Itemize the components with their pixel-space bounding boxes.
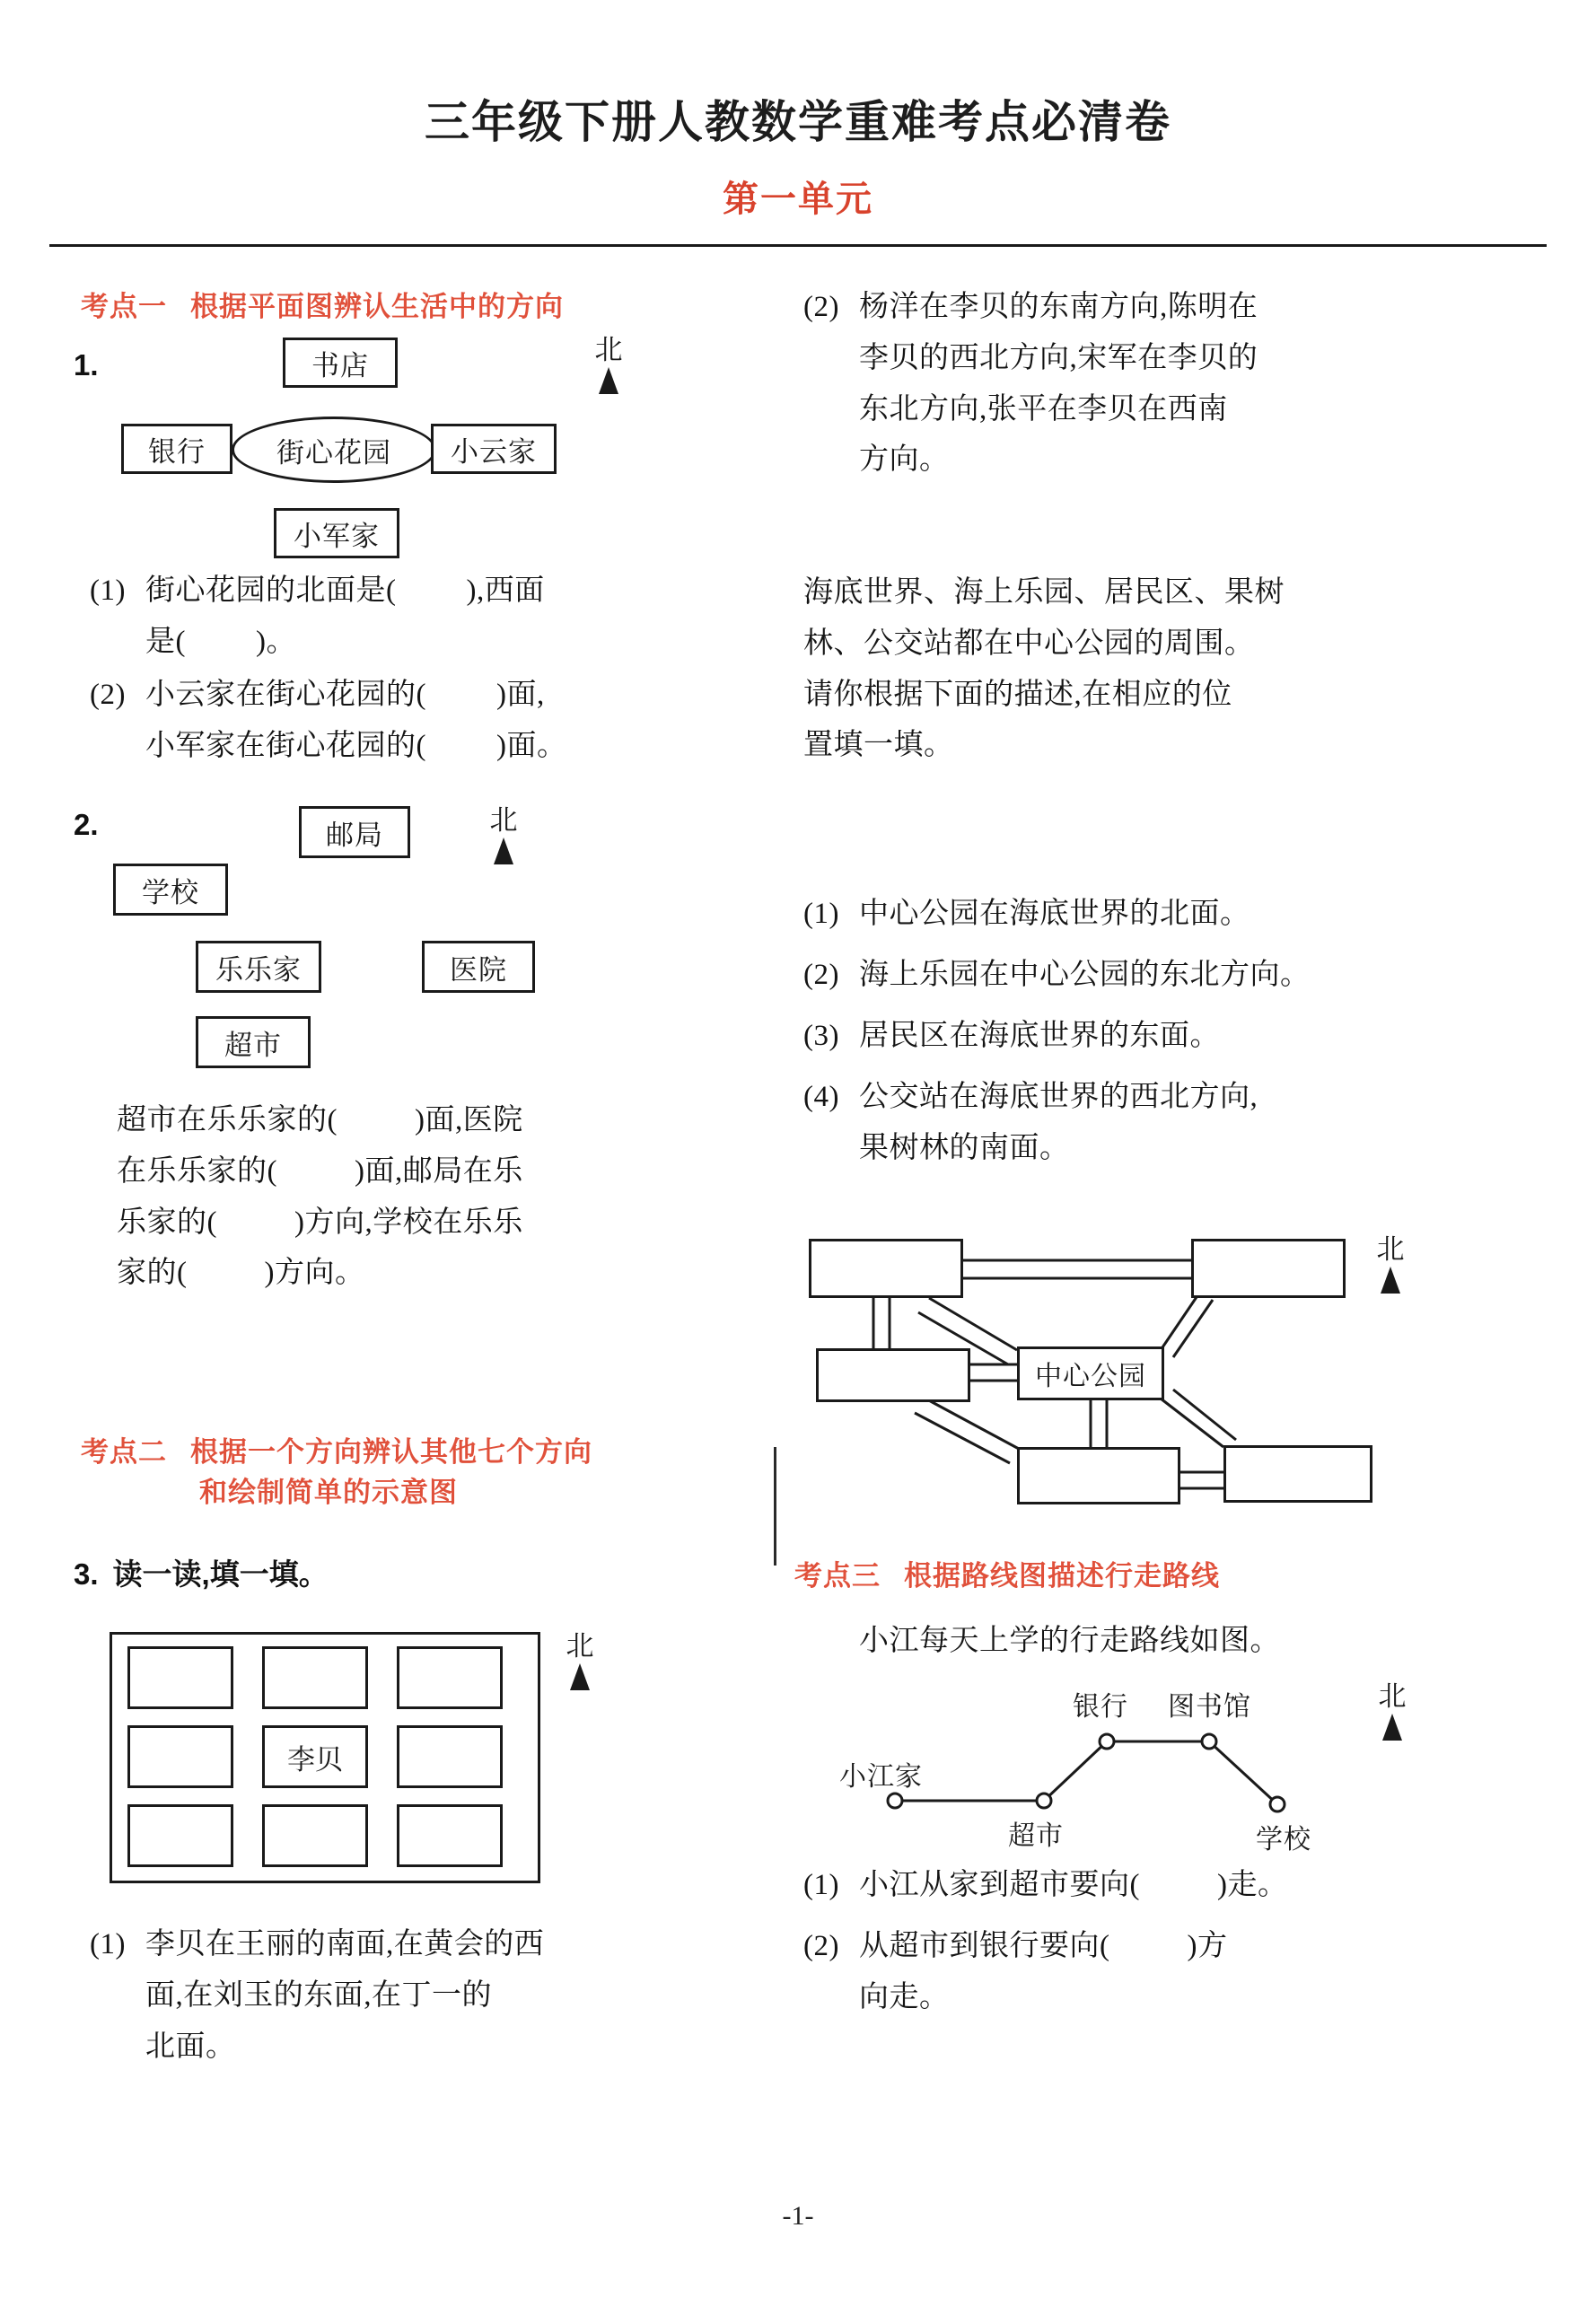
kaodian-three-label: 考点三 <box>794 1560 881 1592</box>
item-text-b: )面, <box>496 679 545 711</box>
item-text-2: 果树林的南面。 <box>859 1131 1070 1164</box>
item-text-d: )。 <box>256 625 296 658</box>
question-4-item-4 <box>803 1072 1568 1174</box>
q2-text-4a: 家的( <box>117 1257 188 1290</box>
diagram2-compass <box>480 806 527 864</box>
kaodian-two-heading <box>81 1433 781 1513</box>
compass-north-label: 北 <box>1376 1233 1405 1265</box>
q2-text-3a: 乐家的( <box>117 1206 217 1239</box>
item-text-d: )面。 <box>496 729 567 762</box>
page-footer: -1- <box>782 2201 814 2231</box>
q2-text-2b: )面,邮局在乐 <box>355 1154 523 1188</box>
grid-cell-r1c2[interactable] <box>262 1646 368 1709</box>
kaodian-one-heading <box>81 287 564 328</box>
park-map-box-w[interactable] <box>816 1348 970 1402</box>
question-1-item-2 <box>90 670 828 772</box>
question-3-title: 读一读,填一填。 <box>112 1557 329 1591</box>
item-line-3: 东北方向,张平在李贝在西南 <box>859 392 1228 425</box>
item-text: 海上乐园在中心公园的东北方向。 <box>859 959 1311 991</box>
question-5-route-diagram <box>803 1680 1513 1860</box>
grid-cell-r1c1[interactable] <box>127 1646 233 1709</box>
question-5-item-2 <box>803 1921 1568 2023</box>
question-4-park-map <box>803 1223 1513 1519</box>
item-lead: (1) <box>90 1928 126 1960</box>
item-line-2: 面,在刘玉的东面,在丁一的 <box>145 1978 492 2012</box>
grid-cell-r2c1[interactable] <box>127 1725 233 1788</box>
compass-north-label: 北 <box>1378 1680 1407 1712</box>
q2-text-4b: )方向。 <box>264 1257 365 1290</box>
kaodian-one-label: 考点一 <box>81 291 167 322</box>
diagram1-node-xiaojun-home: 小军家 <box>274 508 399 558</box>
page-title: 三年级下册人教数学重难考点必清卷 <box>425 97 1171 147</box>
kaodian-three-text: 根据路线图描述行走路线 <box>904 1560 1220 1592</box>
kaodian-two-text-line2: 和绘制简单的示意图 <box>199 1476 458 1508</box>
question-3-diagram <box>72 1632 781 1901</box>
diagram3-compass <box>557 1632 603 1690</box>
diagram1-node-park: 街心花园 <box>232 417 436 483</box>
grid-cell-r1c3[interactable] <box>397 1646 503 1709</box>
compass-north-label: 北 <box>566 1630 594 1662</box>
diagram2-node-school: 学校 <box>113 864 228 916</box>
park-map-box-ne[interactable] <box>1191 1239 1346 1298</box>
question-2-diagram <box>72 799 781 1068</box>
item-lead: (1) <box>803 898 839 930</box>
question-3-number: 3. <box>74 1557 99 1591</box>
kaodian-three-heading <box>794 1557 1513 1597</box>
intro-line-3: 请你根据下面的描述,在相应的位 <box>803 678 1232 711</box>
diagram2-node-post-office: 邮局 <box>299 806 410 858</box>
item-lead: (4) <box>803 1081 839 1113</box>
question-1-diagram <box>72 334 781 562</box>
item-line-1: 李贝在王丽的南面,在黄会的西 <box>145 1928 545 1960</box>
question-4-item-3 <box>803 1011 1568 1062</box>
question-4-intro <box>803 567 1513 771</box>
item-lead: (2) <box>803 291 839 323</box>
item-text-b: ),西面 <box>466 574 545 607</box>
item-line-3: 北面。 <box>145 2030 236 2063</box>
grid-cell-r3c1[interactable] <box>127 1804 233 1867</box>
item-text: 公交站在海底世界的西北方向, <box>859 1081 1258 1113</box>
item-text-c: 小军家在街心花园的( <box>145 729 426 762</box>
item-line-4: 方向。 <box>859 443 950 477</box>
grid-cell-r2c3[interactable] <box>397 1725 503 1788</box>
item-lead: (1) <box>90 574 126 607</box>
question-3-heading <box>74 1551 329 1593</box>
unit-subtitle: 第一单元 <box>723 180 873 219</box>
kaodian-two-text: 根据一个方向辨认其他七个方向 <box>190 1436 592 1468</box>
item-text-a: 小江从家到超市要向( <box>859 1869 1140 1901</box>
item-lead: (1) <box>803 1869 839 1901</box>
compass-arrow-icon <box>570 1663 590 1690</box>
question-3-item-1 <box>90 1919 837 2072</box>
item-text-a: 小云家在街心花园的( <box>145 679 426 711</box>
route-label-supermarket: 超市 <box>1008 1821 1064 1851</box>
diagram2-node-supermarket: 超市 <box>196 1016 311 1068</box>
park-map-box-s[interactable] <box>1017 1447 1180 1504</box>
question-5-item-1 <box>803 1860 1568 1911</box>
item-text-b: )走。 <box>1217 1869 1288 1901</box>
q2-text-3b: )方向,学校在乐乐 <box>294 1206 523 1239</box>
question-2-number: 2. <box>74 808 99 841</box>
intro-line-1: 海底世界、海上乐园、居民区、果树 <box>803 576 1285 609</box>
route-label-library: 图书馆 <box>1168 1692 1251 1722</box>
question-3-item-2 <box>803 282 1568 486</box>
item-text-b: )方 <box>1187 1930 1228 1962</box>
route-label-school: 学校 <box>1256 1825 1311 1855</box>
question-2-text <box>117 1095 781 1299</box>
park-map-box-center: 中心公园 <box>1017 1346 1164 1400</box>
compass-arrow-icon <box>599 367 618 394</box>
question-5-intro: 小江每天上学的行走路线如图。 <box>859 1625 1280 1657</box>
question-1-item-1 <box>90 566 828 668</box>
header-divider <box>49 244 1547 247</box>
compass-arrow-icon <box>1382 1714 1402 1741</box>
item-lead: (2) <box>803 959 839 991</box>
diagram2-node-hospital: 医院 <box>422 941 535 993</box>
item-text-a: 从超市到银行要向( <box>859 1930 1110 1962</box>
item-text-c: 向走。 <box>859 1980 950 2013</box>
diagram1-node-bank: 银行 <box>121 424 232 474</box>
route-label-xiaojiang-home: 小江家 <box>839 1762 923 1792</box>
intro-line-2: 林、公交站都在中心公园的周围。 <box>803 627 1255 660</box>
kaodian-one-text: 根据平面图辨认生活中的方向 <box>190 291 564 322</box>
item-line-2: 李贝的西北方向,宋军在李贝的 <box>859 341 1258 374</box>
question-1-number: 1. <box>74 348 99 382</box>
diagram1-node-bookstore: 书店 <box>283 338 398 388</box>
grid-cell-r3c3[interactable] <box>397 1804 503 1867</box>
park-map-box-nw[interactable] <box>809 1239 963 1298</box>
compass-north-label: 北 <box>489 804 518 836</box>
item-lead: (3) <box>803 1020 839 1052</box>
kaodian-two-label: 考点二 <box>81 1436 167 1468</box>
question-4-item-2 <box>803 950 1568 1001</box>
diagram2-node-lele-home: 乐乐家 <box>196 941 321 993</box>
question-4-item-1 <box>803 889 1568 940</box>
diagram1-node-xiaoyun-home: 小云家 <box>431 424 557 474</box>
item-text-a: 街心花园的北面是( <box>145 574 397 607</box>
grid-cell-center-libei[interactable]: 李贝 <box>262 1725 368 1788</box>
diagram1-compass <box>585 336 632 394</box>
item-lead: (2) <box>803 1930 839 1962</box>
route-label-bank: 银行 <box>1073 1692 1128 1722</box>
compass-arrow-icon <box>494 838 513 864</box>
item-text-c: 是( <box>145 625 186 658</box>
park-map-box-se[interactable] <box>1223 1445 1372 1503</box>
item-text: 居民区在海底世界的东面。 <box>859 1020 1220 1052</box>
item-lead: (2) <box>90 679 126 711</box>
q2-text-1a: 超市在乐乐家的( <box>117 1104 338 1136</box>
route-map-compass <box>1369 1682 1416 1741</box>
item-line-1: 杨洋在李贝的东南方向,陈明在 <box>859 291 1258 323</box>
grid-cell-r3c2[interactable] <box>262 1804 368 1867</box>
q2-text-1b: )面,医院 <box>415 1104 523 1136</box>
item-text: 中心公园在海底世界的北面。 <box>859 898 1250 930</box>
compass-north-label: 北 <box>594 334 623 365</box>
q2-text-2a: 在乐乐家的( <box>117 1154 277 1188</box>
intro-line-4: 置填一填。 <box>803 729 954 762</box>
